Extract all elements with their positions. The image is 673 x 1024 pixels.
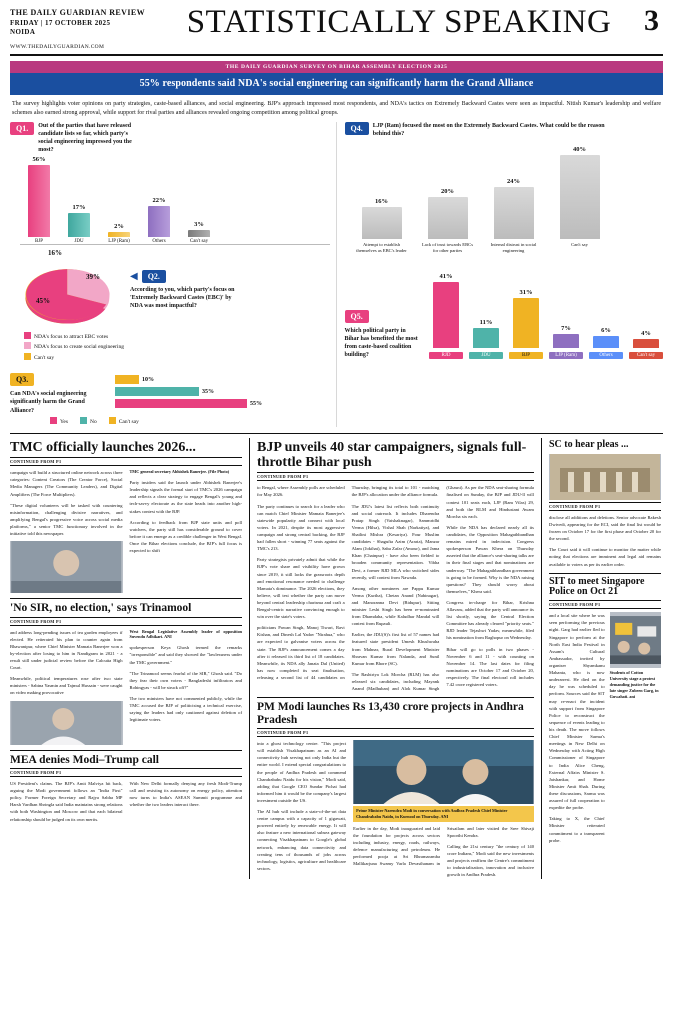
contd-sir: CONTINUED FROM P1 (10, 617, 242, 626)
legend-swatch-no (80, 417, 87, 424)
body-sir-p4: "The Trinamool seems fearful of the SIR," Ghosh said. "Do they fear their own voters - Bangladeshi infiltrators and Rohingyas - will be struck off?" (129, 670, 242, 690)
q1-bars (10, 156, 330, 244)
q4-bars (345, 144, 664, 239)
q2-pie (14, 251, 124, 329)
body-bjp-p3: Party strategists privately admit that while the BJP's vote share and visibility have grown since 2019, it still lacks the grassroots depth and emotional resonance needed to challenge Mamata's dominance. The 2026 elections, they believe, will test whether the party can move beyond central leadership charisma and craft a Bengal-centric narrative convincing enough to win over the state's voters. (257, 557, 345, 620)
q5-label-others: Others (589, 352, 623, 359)
photo-modi-naidu (353, 740, 534, 804)
photo-abhishek-svg (10, 541, 123, 593)
q5-value-bjp: 31% (519, 288, 533, 296)
q4-bar-4 (553, 146, 607, 239)
contd-tmc: CONTINUED FROM P1 (10, 457, 242, 466)
body-tmc (10, 469, 242, 593)
q2-value-cantsay: 16% (48, 249, 62, 258)
body-andhra-p2: The AI hub will include a state-of-the-art data centre campus with a capacity of 1 gigawatt, powered entirely by renewable energy. It will also feature a new international subsea gateway connecting Visakhapatnam to Google's global network, enhancing data connectivity and creating tens of thousands of jobs across technology, logistics, agriculture and healthcare sectors. (257, 809, 347, 871)
masthead-left (10, 6, 175, 50)
body-tmc-p4: According to feedback from BJP state units and poll watchers, the party still has considerable ground to cover before it can emerge as a credible challenger in West Bengal. Once the Bihar elections conclude, the BJP's full focus is expected to shift (129, 519, 242, 554)
q5-value-jdu: 11% (479, 318, 493, 326)
contd-mea: CONTINUED FROM P1 (10, 768, 242, 777)
headline-andhra[interactable]: PM Modi launches Rs 13,430 crore projects in Andhra Pradesh (257, 701, 524, 726)
q1-label-others: Others (152, 239, 166, 245)
body-bjp-p11: Bihar will go to polls in two phases - November 6 and 11 - with counting on November 14. The last dates for filing nominations are October 17 and October 20, respectively. The final electoral roll includes 7.42 crore registered voters. (446, 646, 534, 688)
chart-q2: 16% 39% 45% ◀ Q2. According to you, which party's focus on 'Extremely Backward Castes (EBC)' by NDA was most impactful? (10, 245, 330, 329)
q3-question: Can NDA's social engineering significantly harm the Grand Alliance? (10, 391, 87, 414)
q4-value-2: 20% (441, 187, 454, 195)
q4-bar-1 (355, 198, 409, 239)
q4-badge: Q4. (345, 122, 369, 135)
chart-q1 (10, 122, 330, 245)
photo-protest-svg (610, 612, 661, 668)
q4-value-4: 40% (573, 145, 586, 153)
q4-bar-3 (487, 178, 541, 239)
q3-legend-no: No (90, 418, 97, 425)
photo-modi-svg (353, 740, 534, 804)
legend-swatch-social (24, 342, 31, 349)
caption-tmc: TMC general secretary Abhishek Banerjee. (File Photo) (129, 469, 230, 475)
body-sc-p2: The Court said it will continue to monitor the matter while noting that elections are imminent and legal aid remains available to voters as per its earlier order. (549, 547, 661, 567)
q1-value-cantsay: 3% (194, 221, 204, 229)
headline-sc[interactable]: SC to hear pleas ... (549, 439, 629, 451)
q3-legend-yes: Yes (60, 418, 69, 425)
q5-bar-jdu (469, 319, 503, 348)
body-bjp-p6: Among other nominees are Pappu Kumar Verma (Kurtha), Chetan Anand (Nabinagar), and Manoranna Devi (Bidupur). Sitting minister Leshi Singh has been re-nominated from Dhamdaha, while Kaludhar Mandal will contest from Rupauli. (351, 585, 440, 627)
q1-question: Out of the parties that have released candidate lists so far, which party's social engineering impressed you the most? (38, 122, 132, 153)
q1-bar-jdu (64, 204, 94, 244)
q2-legend (10, 332, 330, 363)
legend-swatch-cantsay (24, 353, 31, 360)
body-andhra-p3: Earlier in the day, Modi inaugurated and laid the foundation for projects across sectors including industry, energy, roads, railways, defence manufacturing and petroleum. He performed pooja at Sri Bhramaramba Mallikarjuna Swamy Varla Devasthanam in Srisailam and later visited the Sree Shivaji Spoorthi Kendra. (353, 825, 534, 867)
q5-label-jdu: JDU (469, 352, 503, 359)
brand-name: THE DAILY GUARDIAN REVIEW (10, 8, 145, 17)
contd-sit: CONTINUED FROM P1 (549, 600, 661, 609)
legend-swatch-yes (50, 417, 57, 424)
body-tmc-p1: campaign will build a structured online network across three categories: Content Creators (The Creator Force), Social Media Managers (The Community Leaders), and Digital Amplifiers (The Force Multipliers). (10, 470, 123, 497)
q5-bar-ljp (549, 325, 583, 348)
q4-value-1: 16% (375, 197, 388, 205)
news-column-1 (10, 438, 242, 879)
q3-legend-cantsay: Can't say (118, 418, 139, 425)
contd-bjp: CONTINUED FROM P1 (257, 472, 534, 481)
charts-left-column (10, 122, 337, 427)
q1-label-ljp: LJP (Ram) (108, 239, 130, 245)
caption-sit: Students of Cotton University stage a protest demanding justice for the late singer Zubeen Garg, in Guwahati. ani (609, 670, 659, 699)
q1-value-others: 22% (152, 197, 166, 205)
q1-bar-cantsay (184, 221, 214, 244)
body-sc-p1: disclose all additions and deletions. Senior advocate Rakesh Dwivedi, appearing for the ECI, said the final list would be frozen on October 17 for the first phase and October 20 for the second. (549, 514, 661, 542)
q4-question: LJP (Ram) focused the most on the Extremely Backward Castes. What could be the reason behind this? (372, 122, 605, 137)
body-sir (10, 629, 242, 745)
body-tmc-p2: "These digital volunteers will be tasked with countering misinformation, challenging divisive narratives, and amplifying Bengal's progressive voice across social media platforms," a senior TMC functionary involved in the initiative told this newspaper. (10, 502, 123, 537)
q3-value-cantsay: 10% (142, 376, 154, 383)
q5-label-rjd: RJD (429, 352, 463, 359)
q5-bar-rjd (429, 273, 463, 348)
issue-date: FRIDAY | 17 OCTOBER 2025 (10, 18, 111, 27)
photo-suvendu-adhikari (10, 701, 123, 745)
body-bjp-p7: Earlier, the JDU(S)'s first list of 57 names had featured state president Umesh Khushwaha from Mahnar, Rural Development Minister Shravan Kumar from Nalanda, and Sunil Kumar from Bhore (SC). (351, 632, 440, 666)
q1-bar-others (144, 197, 174, 244)
photo-sc-svg (549, 454, 661, 500)
photo-suvendu-svg (10, 701, 123, 745)
body-sir-p3: spokesperson Keya Ghosh termed the remarks "irresponsible" and said they showed the "lawlessness under the TMC government." (129, 645, 242, 665)
edition-city: NOIDA (10, 28, 36, 37)
masthead (10, 6, 663, 56)
body-sit-col1 (549, 612, 605, 848)
photo-supreme-court (549, 454, 661, 500)
headline-mea[interactable]: MEA denies Modi–Trump call (10, 753, 159, 766)
body-andhra-col1 (257, 740, 346, 879)
q1-label-jdu: JDU (74, 239, 84, 245)
q4-value-3: 24% (507, 177, 520, 185)
q2-value-ebc: 45% (36, 297, 50, 306)
headline-sir[interactable]: 'No SIR, no election,' says Trinamool (10, 602, 192, 615)
website-url[interactable]: WWW.THEDAILYGUARDIAN.COM (10, 43, 105, 50)
q2-legend-cantsay: Can't say (34, 354, 55, 361)
q1-label-bjp: BJP (34, 239, 44, 245)
body-bjp-p10: Congress in-charge for Bihar, Krishna Allavaru, added that the party will announce its list shortly, saying the Central Election Committee has already cleared "priority seats." RJD leader Tejashwi Yadav, meanwhile, filed his nomination from Raghopur on Wednesday. (446, 599, 534, 641)
q5-badge: Q5. (345, 310, 369, 323)
q1-badge: Q1. (10, 122, 34, 135)
q5-label-cantsay: Can't say (629, 352, 663, 359)
q3-badge: Q3. (10, 373, 34, 386)
q1-bar-bjp (24, 156, 54, 244)
page-title: STATISTICALLY SPEAKING (186, 4, 612, 40)
q3-bar-no (115, 387, 330, 396)
q5-value-others: 6% (601, 326, 611, 334)
body-sir-p2: Meanwhile, political temperatures rose after two state ministers - Sabina Yasmin and Tajmul Hussain - were caught on video making provocative (10, 676, 123, 696)
body-sit-p2: Taking to X, the Chief Minister reiterated commitment to a transparent probe. (549, 816, 605, 843)
q4-label-3: Internal distrust in social engineering (490, 241, 537, 253)
q5-label-bjp: BJP (509, 352, 543, 359)
legend-swatch-ebc (24, 332, 31, 339)
q1-value-ljp: 2% (114, 223, 124, 231)
q5-label-ljp: LJP (Ram) (549, 352, 583, 359)
q5-question: Which political party in Bihar has benefited the most from caste-based coalition building? (344, 327, 418, 359)
photo-abhishek-banerjee (10, 541, 123, 593)
q5-value-rjd: 41% (439, 272, 453, 280)
news-column-3 (541, 438, 661, 879)
caption-andhra: Prime Minister Narendra Modi in conversation with Andhra Pradesh Chief Minister Chandrababu Naidu, in Kurnool on Thursday. ANI (353, 806, 534, 822)
page-number: 3 (644, 4, 659, 37)
q2-legend-social: NDA's focus to create social engineering (34, 344, 125, 351)
chart-q3 (10, 369, 330, 414)
body-sir-p1: and address long-pending issues of tea garden employees if elected. He reiterated his plan to counter again from Bhawanipur, where Chief Minister Mamata Banerjee won a by-election after losing to him in Nandigram in 2021 - a result still under judicial review before the Calcutta High Court. (10, 629, 123, 671)
chart-q4 (345, 122, 664, 254)
body-mea-p2: With New Delhi formally denying any fresh Modi-Trump call and resisting its autonomy on energy policy, attention now turns to India's ASEAN Summit programme and whether the two leaders interact there. (129, 780, 242, 808)
contd-sc: CONTINUED FROM P1 (549, 502, 661, 511)
body-bjp-p9: While the NDA has declared nearly all its candidates, the Opposition Mahagathbandhan remains mired in indecision. Congress spokesperson Pawan Khera on Thursday asserted that the alliance's seat-sharing talks are in their final stages and that nominations are underway. "The Mahagathbandhan government is going to be formed. Why is the NDA raising questions? They should worry about themselves," Khera said. (446, 524, 534, 594)
headline-bjp[interactable]: BJP unveils 40 star campaigners, signals full-throttle Bihar push (257, 440, 527, 471)
survey-kicker: THE DAILY GUARDIAN SURVEY ON BIHAR ASSEMBLY ELECTION 2025 (10, 61, 663, 73)
q5-bar-cantsay (629, 330, 663, 348)
photo-cotton-university-protest (610, 612, 661, 668)
q1-value-bjp: 56% (32, 156, 46, 164)
q5-bars (425, 270, 663, 348)
survey-intro: The survey highlights voter opinions on party strategies, caste-based alliances, and social engineering. BJP's approach impressed most respondents, and NDA's tactics on Extremely Backward Castes were seen as impactful. Nitish Kumar's leadership and welfare schemes also earned strong approval, while support for rival parties and alliances revealed ongoing competition among political groups. (12, 100, 661, 116)
body-bjp-p5: The JDU's latest list reflects both continuity and social outreach. It includes Dharendra Pratap Singh (Vaishaknagar), Sammridhi Verma (Hilsa), Vishal Shah (Narkatiya), and Shailini Mishra (Kesariya). Four Muslim candidates - Shagufta Azim (Araria), Manzar Alam (Jokihat), Saba Zafar (Amour), and Jama Khan (Chainpur) - have also been fielded to broaden community representation. Vibha Devi, a former RJD MLA who switched sides recently, will contest from Nawada. (351, 503, 440, 580)
q5-bar-bjp (509, 289, 543, 348)
q1-label-cantsay: Can't say (189, 239, 209, 245)
q4-label-1: Attempt to establish themselves as EBC's leader (356, 241, 407, 253)
chart-q5 (345, 270, 664, 359)
body-andhra-p4: Calling the 21st century "the century of 140 crore Indians," Modi said the new investments and projects reaffirm the Centre's commitment to industrialisation, innovation and inclusive growth in Andhra Pradesh. (447, 844, 534, 878)
charts-right-column (337, 122, 664, 427)
body-bjp-p8: The Rashtriya Lok Morcha (RLM) has also released six candidates, including Mayank Anand (Madhuban) and Alok Kumar Singh (Ghasni). As per the NDA seat-sharing formula finalised on Sunday, the BJP and JDU-ll will contest 101 seats each, LJP (Ram Vilas) 29, and both the RLM and Hindustani Awam Morcha six each. (351, 485, 534, 692)
headline-tmc[interactable]: TMC officially launches 2026... (10, 440, 196, 456)
body-sit-p1: and a local site where he was seen performing the previous night. Garg had earlier fled to Singapore to perform at the North East India Festival in Assam's Cultural Ambassador, invited by organiser Shyamkanu Mahanta, who is now underarrest. He died on the day he was scheduled to perform. Sources said the SIT may re-enact the incident with support from Singapore Police to reconstruct the sequence of events leading to his death. The move follows Chief Minister Sarma's meetings in New Delhi on Wednesday with Acting High Commissioner of Singapore to India Alice Cheng, External Affairs Minister S. Jaishankar, and Home Minister Amit Shah. During these discussions, Sarma was assured of full cooperation to expedite the probe. (549, 613, 605, 811)
body-mea-p1: US President's claims. The BJP's Amit Malviya hit back, arguing the Modi government follows an "India First" policy. Former Foreign Secretary and Rajya Sabha MP Harsh Vardhan Shringla said India maintains strong relations with both Washington and Moscow and that each bilateral relationship should be judged on its own merits. (10, 780, 123, 822)
q2-legend-ebc: NDA's focus to attract EBC votes (34, 334, 109, 341)
headline-sit[interactable]: SIT to meet Singapore Police on Oct 21 (549, 575, 645, 598)
q5-value-ljp: 7% (561, 324, 571, 332)
q3-bar-cantsay (115, 375, 330, 384)
caption-sir: West Bengal Legislative Assembly leader of opposition Suvendu Adhikari. ANI (129, 628, 242, 640)
publication-brand (10, 8, 175, 38)
body-bjp-p4: politicians Pawan Singh, Manoj Tiwari, Ravi Kishan, and Dinesh Lal Yadav "Nirahua," who are expected to galvanise voters across the state. The BJP's announcement comes a day after it released its third list of 18 candidates. Meanwhile, its NDA ally Janata Dal (United) has now completed its seat finalisation, releasing a second list of 44 candidates on Thursday, bringing its total to 101 - matching the BJP's allocation under the alliance formula. (257, 485, 440, 681)
q2-pie-svg (14, 251, 124, 329)
survey-headline: 55% respondents said NDA's social engineering can significantly harm the Grand Alliance (10, 73, 663, 95)
news-column-2 (249, 438, 534, 879)
q3-bar-yes (115, 399, 330, 408)
q2-value-social: 39% (86, 273, 100, 282)
q3-value-yes: 55% (250, 400, 262, 407)
body-sc (549, 514, 661, 568)
q5-value-cantsay: 4% (641, 329, 651, 337)
q2-question: According to you, which party's focus on 'Extremely Backward Castes (EBC)' by NDA was most impactful? (130, 286, 235, 310)
q3-value-no: 35% (202, 388, 214, 395)
q2-badge: Q2. (142, 270, 166, 283)
q1-bar-ljp (104, 223, 134, 244)
body-andhra-col2 (353, 825, 534, 879)
q3-legend (10, 417, 330, 427)
q4-label-4: Can't say (571, 241, 588, 247)
legend-swatch-q3-cantsay (109, 417, 116, 424)
q1-value-jdu: 17% (72, 204, 86, 212)
body-tmc-p3: Party insiders said the launch under Abhishek Banerjee's leadership signals the formal start of TMC's 2026 campaign and reflects a clear strategy to engage Bengal's young and tech-savvy electorate as the state heads into another high-stakes contest with the BJP. (129, 480, 242, 514)
masthead-center (175, 6, 623, 39)
body-sir-p5: The two ministers have not commented publicly, while the TMC accused the BJP of politicising a technical exercise, saying the leaders had only cautioned against deletion of legitimate voters. (129, 695, 242, 723)
body-andhra-p1: into a ghost technology centre. "This project will establish Visakhapatnam as an AI and connectivity hub serving not only India but the entire world. I extend special congratulations to the people of Andhra Pradesh and commend Chandrababu Naidu for his vision," Modi said, adding that Google CEO Sundar Pichai had informed him it would be the company's largest investment outside the US. (257, 741, 347, 803)
charts-section (10, 122, 663, 434)
body-mea (10, 780, 242, 823)
contd-andhra: CONTINUED FROM P1 (257, 728, 534, 737)
q5-bar-others (589, 327, 623, 348)
body-bjp (257, 484, 534, 692)
news-section (10, 438, 663, 879)
body-bjp-p2: The party continues to search for a leader who can match Chief Minister Mamata Banerjee's statewide popularity and connect with local voters. In 2021, despite its most aggressive campaign and strong central backing, the BJP had fallen short - winning 77 seats against the TMC's 213. (257, 503, 345, 552)
q4-bar-2 (421, 188, 475, 239)
q4-label-2: Lack of trust towards EBCs for other parties (421, 241, 474, 253)
body-bjp-p1: to Bengal, where Assembly polls are scheduled for May 2026. (257, 485, 345, 498)
